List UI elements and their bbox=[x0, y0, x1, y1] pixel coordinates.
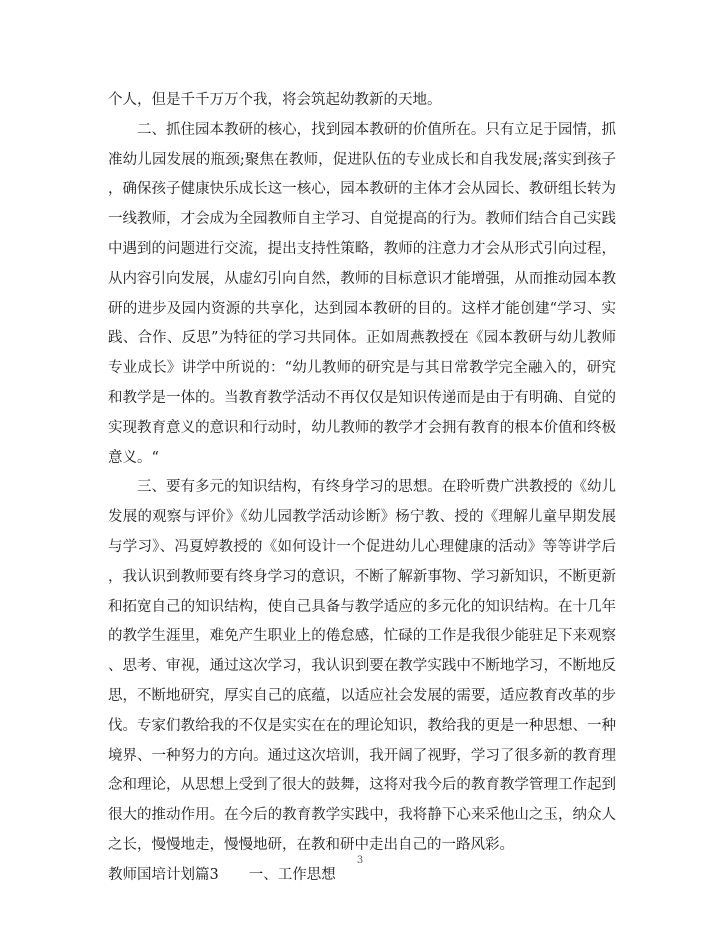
text-line: 念和理论，从思想上受到了很大的鼓舞，这将对我今后的教育教学管理工作起到 bbox=[108, 777, 616, 794]
text-line: 个人，但是千千万万个我，将会筑起幼教新的天地。 bbox=[108, 92, 442, 108]
page-number: 3 bbox=[356, 855, 364, 866]
text-line: 的教学生涯里，难免产生职业上的倦怠感，忙碌的工作是我很少能驻足下来观察 bbox=[108, 628, 616, 645]
text-line: 境界、一种努力的方向。通过这次培训，我开阔了视野，学习了很多新的教育理 bbox=[108, 747, 616, 764]
text-line: 发展的观察与评价》《幼儿园教学活动诊断》杨宁教、授的《理解儿童早期发展 bbox=[108, 509, 616, 526]
text-line: 践、合作、反思”为特征的学习共同体。正如周燕教授在《园本教研与幼儿教师 bbox=[108, 330, 616, 347]
text-line: 和教学是一体的。当教育教学活动不再仅仅是知识传递而是由于有明确、自觉的 bbox=[108, 389, 616, 406]
text-line: 与学习》、冯夏婷教授的《如何设计一个促进幼儿心理健康的活动》等等讲学后 bbox=[108, 538, 616, 555]
text-line: 实现教育意义的意识和行动时，幼儿教师的教学才会拥有教育的根本价值和终极 bbox=[108, 419, 616, 436]
text-line: ，我认识到教师要有终身学习的意识，不断了解新事物、学习新知识，不断更新 bbox=[108, 568, 616, 585]
text-line: 和拓宽自己的知识结构，使自己具备与教学适应的多元化的知识结构。在十几年 bbox=[108, 598, 616, 615]
text-line: 从内容引向发展，从虚幻引向自然，教师的目标意识才能增强，从而推动园本教 bbox=[108, 270, 616, 287]
text-line: 思，不断地研究，厚实自己的底蕴，以适应社会发展的需要，适应教育改革的步 bbox=[108, 687, 616, 704]
text-line: ，确保孩子健康快乐成长这一核心，园本教研的主体才会从园长、教研组长转为 bbox=[108, 181, 616, 198]
text-line: 专业成长》讲学中所说的：“幼儿教师的研究是与其日常教学完全融入的，研究 bbox=[108, 360, 616, 377]
text-body bbox=[108, 86, 616, 891]
text-line: 、思考、审视，通过这次学习，我认识到要在教学实践中不断地学习，不断地反 bbox=[108, 658, 616, 675]
next-section-subtitle: 一、工作思想 bbox=[248, 866, 336, 883]
text-line: 之长，慢慢地走，慢慢地研，在教和研中走出自己的一路风彩。 bbox=[108, 836, 514, 853]
text-line: 伐。专家们教给我的不仅是实实在在的理论知识，教给我的更是一种思想、一种 bbox=[108, 717, 616, 734]
text-line: 研的进步及园内资源的共享化，达到园本教研的目的。这样才能创建“学习、实 bbox=[108, 300, 616, 317]
text-line: 中遇到的问题进行交流，提出支持性策略，教师的注意力才会从形式引向过程， bbox=[108, 240, 616, 257]
text-line: 一线教师，才会成为全园教师自主学习、自觉提高的行为。教师们结合自己实践 bbox=[108, 211, 616, 228]
text-line: 很大的推动作用。在今后的教育教学实践中，我将静下心来采他山之玉，纳众人 bbox=[108, 807, 616, 824]
text-line: 准幼儿园发展的瓶颈;聚焦在教师，促进队伍的专业成长和自我发展;落实到孩子 bbox=[108, 151, 616, 168]
text-line: 二、抓住园本教研的核心，找到园本教研的价值所在。只有立足于园情，抓 bbox=[137, 121, 616, 138]
text-line: 意义。“ bbox=[108, 449, 159, 466]
text-line: 三、要有多元的知识结构，有终身学习的思想。在聆听费广洪教授的《幼儿 bbox=[137, 479, 616, 496]
next-section-title: 教师国培计划篇3 bbox=[108, 866, 219, 883]
